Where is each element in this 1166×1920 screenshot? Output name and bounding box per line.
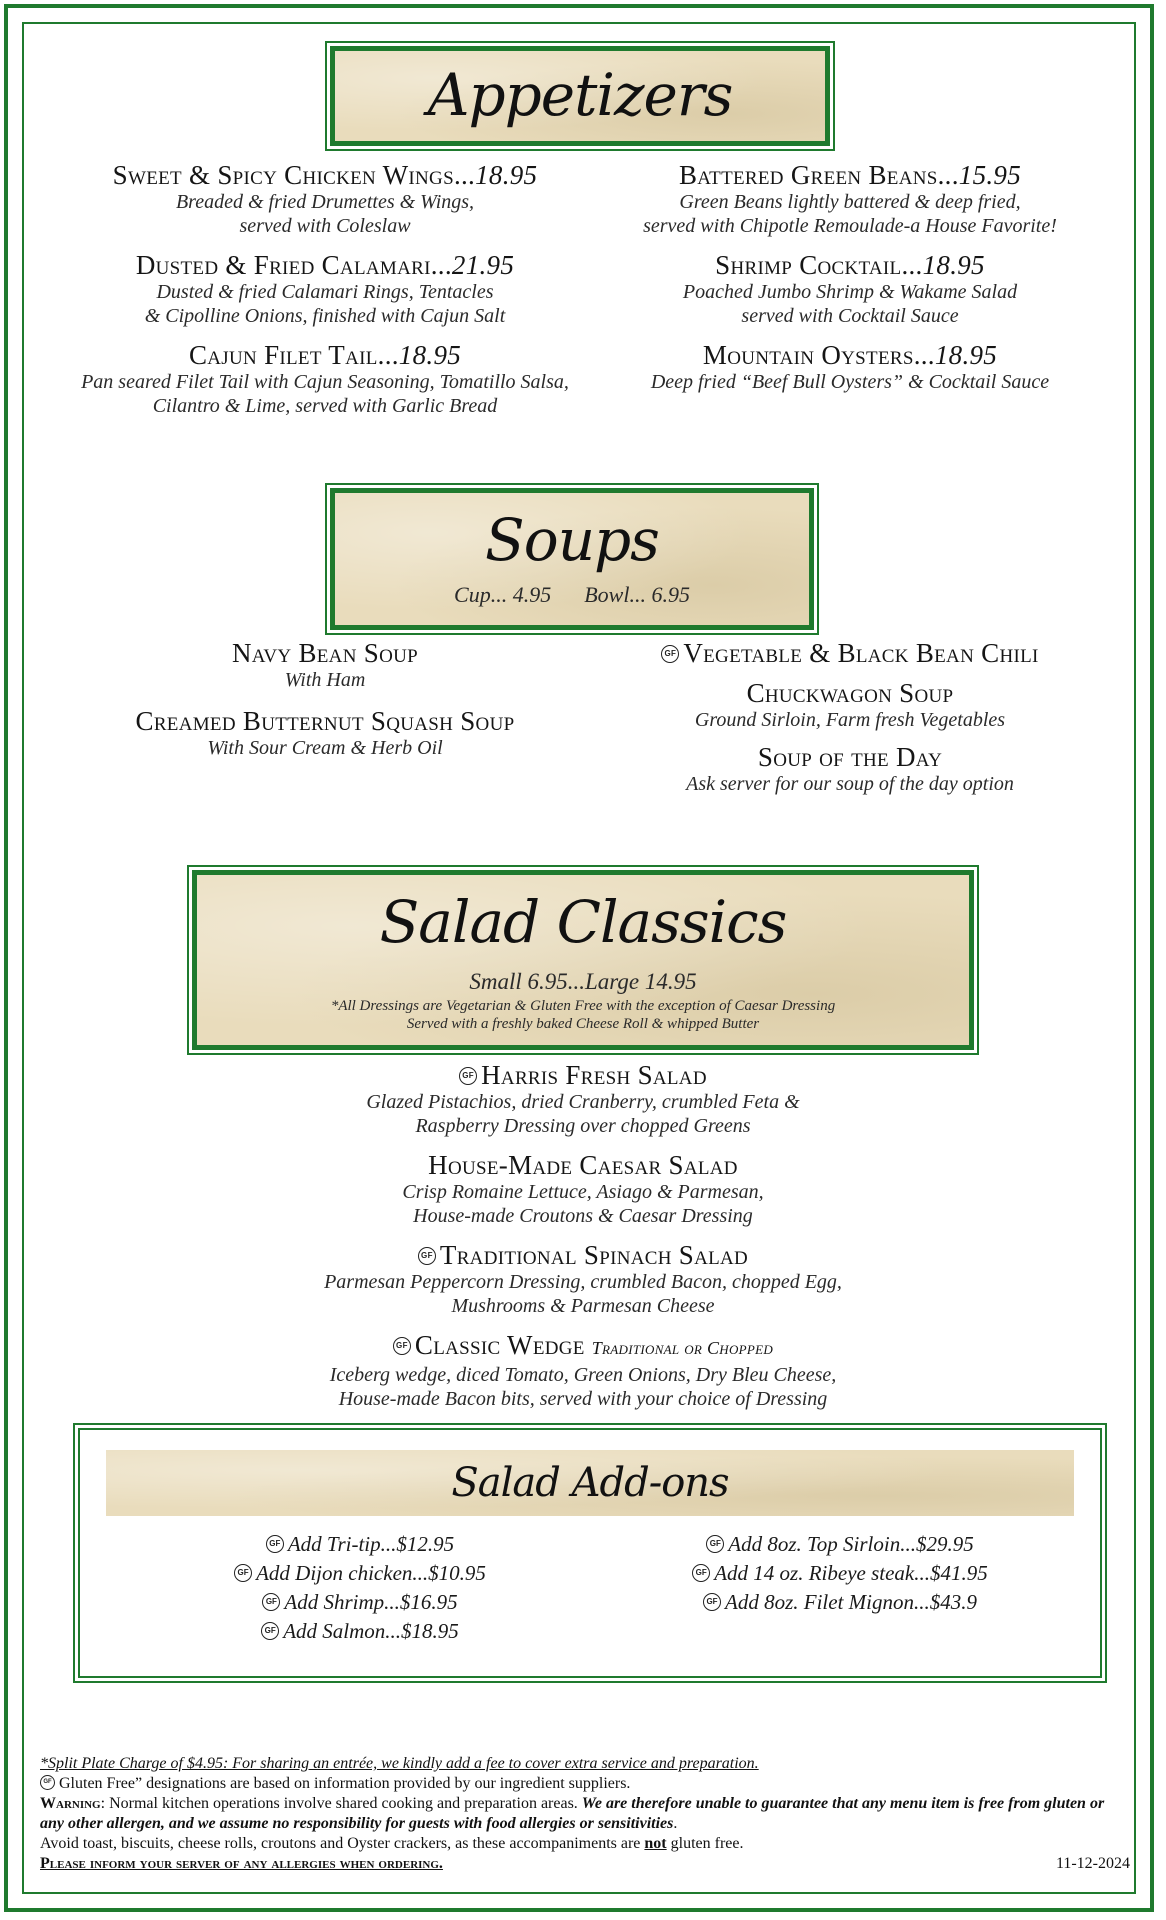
gluten-free-icon: GF xyxy=(393,1337,411,1355)
soups-left-column xyxy=(60,638,590,774)
salad-banner xyxy=(192,870,974,1050)
gluten-free-icon: GF xyxy=(703,1593,721,1611)
menu-item-name: Chuckwagon Soup xyxy=(746,678,954,708)
soups-right-column xyxy=(600,638,1100,806)
addons-left-column xyxy=(190,1530,530,1646)
menu-item xyxy=(200,1240,966,1318)
menu-item xyxy=(60,160,590,238)
menu-item-name: Battered Green Beans...15.95 xyxy=(678,160,1022,190)
menu-item-subtitle: Traditional or Chopped xyxy=(591,1338,774,1358)
gluten-free-icon: GF xyxy=(40,1775,55,1790)
addon-item: GF Add 8oz. Filet Mignon...$43.9 xyxy=(670,1588,1010,1617)
menu-item xyxy=(600,250,1100,328)
menu-item-description: & Cipolline Onions, finished with Cajun Salt xyxy=(144,305,506,327)
menu-item xyxy=(600,638,1100,668)
gluten-free-icon: GF xyxy=(418,1247,436,1265)
addon-item: GF Add Shrimp...$16.95 xyxy=(190,1588,530,1617)
appetizers-banner xyxy=(330,46,830,146)
menu-item-description: Pan seared Filet Tail with Cajun Seasoning, Tomatillo Salsa, xyxy=(81,371,569,393)
salads-list xyxy=(200,1060,966,1423)
roll-note: Served with a freshly baked Cheese Roll & whipped Butter xyxy=(406,1016,760,1032)
menu-item-price: 21.95 xyxy=(451,250,515,280)
menu-item-description: Iceberg wedge, diced Tomato, Green Onions, Dry Bleu Cheese, xyxy=(329,1364,837,1386)
menu-item-description: Poached Jumbo Shrimp & Wakame Salad xyxy=(682,281,1018,303)
addons-title: Salad Add-ons xyxy=(451,1460,729,1506)
menu-item-name: GF Vegetable & Black Bean Chili xyxy=(600,638,1100,668)
addons-banner xyxy=(106,1450,1074,1516)
warning-note: Warning: Normal kitchen operations involve shared cooking and preparation areas. We are therefore unable to guarantee that any menu item is free from gluten or any other allergen, and we assume no responsibility for guests with food allergies or sensitivities. xyxy=(40,1795,1105,1832)
addon-item: GF Add Dijon chicken...$10.95 xyxy=(190,1559,530,1588)
salad-sizes: Small 6.95...Large 14.95 xyxy=(469,969,697,994)
gluten-free-icon: GF xyxy=(266,1535,284,1553)
menu-item-name: Navy Bean Soup xyxy=(232,638,418,668)
menu-item-description: Mushrooms & Parmesan Cheese xyxy=(451,1295,715,1317)
menu-item-name: Cajun Filet Tail...18.95 xyxy=(188,340,462,370)
addon-item: GF Add Tri-tip...$12.95 xyxy=(190,1530,530,1559)
gluten-free-icon: GF xyxy=(661,645,679,663)
gluten-free-icon: GF xyxy=(234,1564,252,1582)
addon-item: GF Add Salmon...$18.95 xyxy=(190,1617,530,1646)
menu-item-name: Shrimp Cocktail...18.95 xyxy=(715,250,985,280)
menu-item xyxy=(200,1060,966,1138)
menu-item-name: Creamed Butternut Squash Soup xyxy=(135,706,515,736)
menu-item-description: House-made Croutons & Caesar Dressing xyxy=(413,1205,753,1227)
menu-item-description: With Ham xyxy=(284,669,366,691)
menu-item-price: 15.95 xyxy=(958,160,1022,190)
menu-item xyxy=(600,742,1100,796)
gluten-free-icon: GF xyxy=(692,1564,710,1582)
menu-item-description: served with Coleslaw xyxy=(239,215,411,237)
menu-date: 11-12-2024 xyxy=(1055,1855,1130,1872)
split-plate-note: *Split Plate Charge of $4.95: For sharing an entrée, we kindly add a fee to cover extra service and preparation. xyxy=(40,1755,759,1772)
menu-item-description: served with Chipotle Remoulade-a House Favorite! xyxy=(643,215,1057,237)
footer xyxy=(40,1754,1130,1874)
menu-item-description: Deep fried “Beef Bull Oysters” & Cocktail Sauce xyxy=(650,371,1050,393)
soups-title: Soups xyxy=(485,506,659,574)
menu-item xyxy=(60,250,590,328)
menu-item-description: House-made Bacon bits, served with your choice of Dressing xyxy=(338,1388,828,1410)
menu-item-name: Mountain Oysters...18.95 xyxy=(702,340,998,370)
menu-item-description: Raspberry Dressing over chopped Greens xyxy=(415,1115,751,1137)
menu-item-description: Crisp Romaine Lettuce, Asiago & Parmesan, xyxy=(402,1181,764,1203)
menu-item-description: Ask server for our soup of the day option xyxy=(686,773,1014,795)
cup-price: Cup... 4.95 xyxy=(454,582,552,607)
menu-item-name: Soup of the Day xyxy=(757,742,943,772)
soup-prices xyxy=(335,583,809,607)
avoid-note: Avoid toast, biscuits, cheese rolls, croutons and Oyster crackers, as these accompaniments are not gluten free. xyxy=(40,1835,744,1852)
menu-item xyxy=(60,706,590,760)
menu-item-name: House-Made Caesar Salad xyxy=(428,1150,738,1180)
menu-item-description: served with Cocktail Sauce xyxy=(741,305,959,327)
menu-item xyxy=(600,678,1100,732)
menu-item xyxy=(60,638,590,692)
gluten-free-icon: GF xyxy=(261,1622,279,1640)
menu-item-description: Glazed Pistachios, dried Cranberry, crumbled Feta & xyxy=(366,1091,800,1113)
addon-item: GF Add 8oz. Top Sirloin...$29.95 xyxy=(670,1530,1010,1559)
menu-item-description: Green Beans lightly battered & deep fried, xyxy=(679,191,1021,213)
menu-item xyxy=(200,1150,966,1228)
menu-item xyxy=(60,340,590,418)
menu-item-price: 18.95 xyxy=(398,340,462,370)
menu-item xyxy=(600,160,1100,238)
menu-item-name: Dusted & Fried Calamari...21.95 xyxy=(135,250,515,280)
soups-banner xyxy=(330,488,814,630)
menu-item-name: GF Classic Wedge Traditional or Chopped xyxy=(200,1330,966,1363)
menu-item-price: 18.95 xyxy=(934,340,998,370)
menu-item-description: Cilantro & Lime, served with Garlic Bread xyxy=(152,395,498,417)
menu-item-name: GF Traditional Spinach Salad xyxy=(200,1240,966,1270)
salad-title: Salad Classics xyxy=(379,888,787,956)
appetizers-left-column xyxy=(60,160,590,430)
menu-item-price: 18.95 xyxy=(475,160,538,190)
appetizers-title: Appetizers xyxy=(427,61,733,129)
menu-item-description: With Sour Cream & Herb Oil xyxy=(207,737,443,759)
menu-item-description: Parmesan Peppercorn Dressing, crumbled Bacon, chopped Egg, xyxy=(324,1271,842,1293)
dressing-note: *All Dressings are Vegetarian & Gluten Free with the exception of Caesar Dressing xyxy=(330,998,836,1014)
menu-item-description: Dusted & fried Calamari Rings, Tentacles xyxy=(156,281,494,303)
menu-item-price: 18.95 xyxy=(922,250,985,280)
inform-note: Please inform your server of any allergies when ordering. xyxy=(40,1855,443,1872)
menu-item xyxy=(600,340,1100,394)
appetizers-right-column xyxy=(600,160,1100,406)
addons-box xyxy=(78,1428,1102,1678)
bowl-price: Bowl... 6.95 xyxy=(584,582,690,607)
menu-item-description: Breaded & fried Drumettes & Wings, xyxy=(175,191,475,213)
menu-item xyxy=(200,1330,966,1411)
menu-item-description: Ground Sirloin, Farm fresh Vegetables xyxy=(694,709,1006,731)
gluten-free-icon: GF xyxy=(262,1593,280,1611)
gluten-free-icon: GF xyxy=(459,1067,477,1085)
addon-item: GF Add 14 oz. Ribeye steak...$41.95 xyxy=(670,1559,1010,1588)
inform-row xyxy=(40,1854,1130,1874)
addons-right-column xyxy=(670,1530,1010,1617)
menu-item-name: GF Harris Fresh Salad xyxy=(200,1060,966,1090)
gluten-free-icon: GF xyxy=(706,1535,724,1553)
menu-item-name: Sweet & Spicy Chicken Wings...18.95 xyxy=(112,160,538,190)
gf-note: GF Gluten Free” designations are based on information provided by our ingredient suppliers. xyxy=(40,1774,1130,1794)
